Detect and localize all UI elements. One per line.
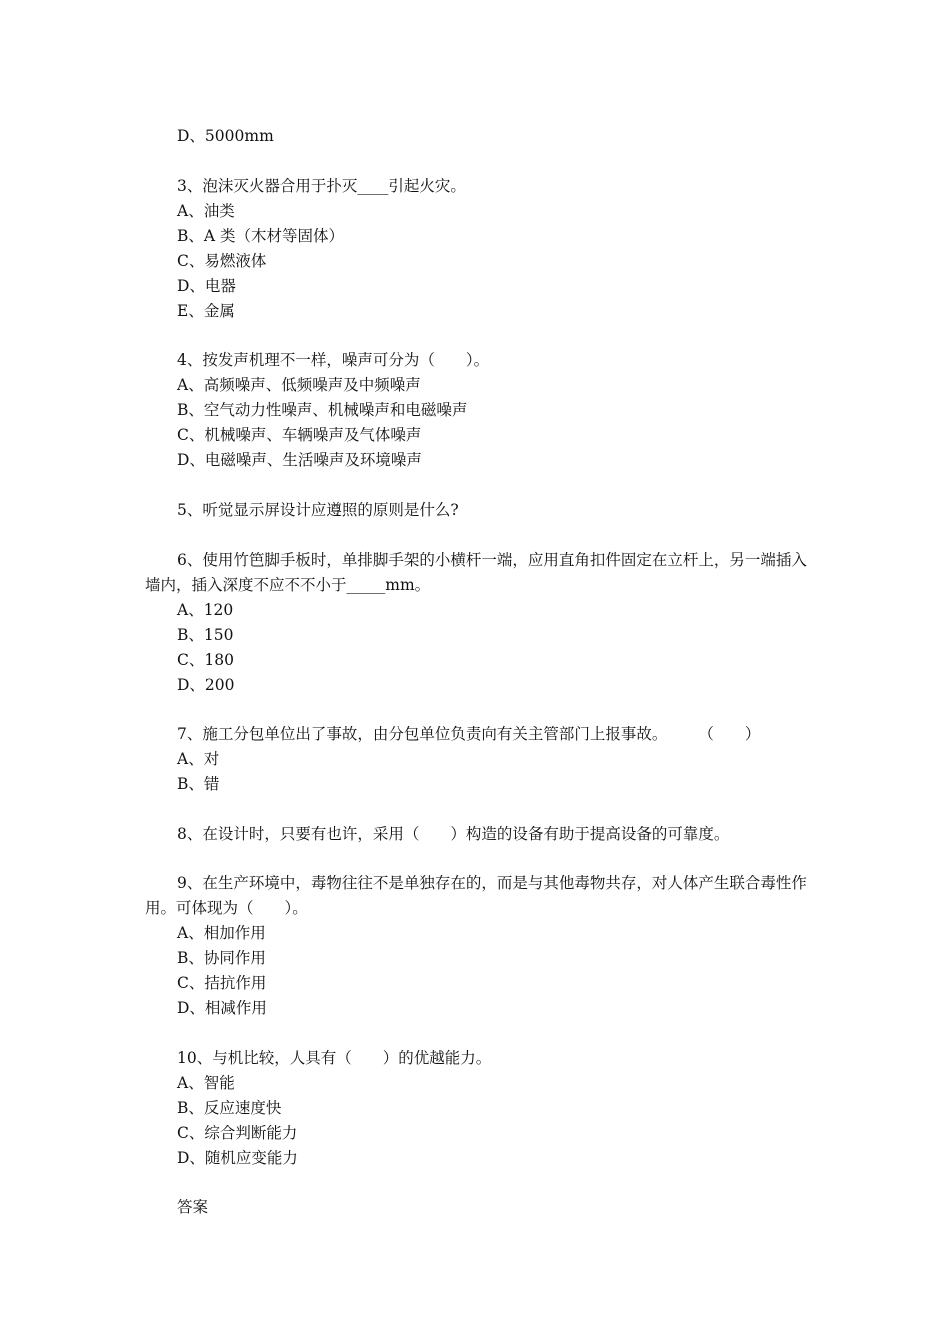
q3-question: 3、泡沫灭火器合用于扑灭____引起火灾。 <box>177 177 466 195</box>
q6-option-d: D、200 <box>177 676 235 694</box>
q3-option-c: C、易燃液体 <box>177 252 267 270</box>
answer-heading: 答案 <box>177 1198 209 1216</box>
q9-option-d: D、相减作用 <box>177 999 267 1017</box>
q4-question: 4、按发声机理不一样，噪声可分为（ ）。 <box>177 351 490 369</box>
q7-question: 7、施工分包单位出了事故，由分包单位负责向有关主管部门上报事故。 （ ） <box>177 725 761 743</box>
q2-option-d: D、5000mm <box>177 127 274 145</box>
q3-option-e: E、金属 <box>177 302 235 320</box>
q10-option-b: B、反应速度快 <box>177 1099 282 1117</box>
q6-option-c: C、180 <box>177 651 234 669</box>
q7-option-b: B、错 <box>177 775 220 793</box>
q10-option-d: D、随机应变能力 <box>177 1149 298 1167</box>
q7-option-a: A、对 <box>177 750 220 768</box>
q4-option-d: D、电磁噪声、生活噪声及环境噪声 <box>177 451 422 469</box>
q3-option-b: B、A 类（木材等固体） <box>177 227 345 245</box>
q4-option-b: B、空气动力性噪声、机械噪声和电磁噪声 <box>177 401 468 419</box>
q9-question: 9、在生产环境中，毒物往往不是单独存在的，而是与其他毒物共存，对人体产生联合毒性作用。可体现为（ ）。 <box>145 874 807 917</box>
q6-question: 6、使用竹笆脚手板时，单排脚手架的小横杆一端，应用直角扣件固定在立杆上，另一端插入墙内，插入深度不应不不小于_____mm。 <box>145 551 807 594</box>
q6-option-b: B、150 <box>177 626 234 644</box>
q8-question: 8、在设计时，只要有也许，采用（ ）构造的设备有助于提高设备的可靠度。 <box>177 825 730 843</box>
q6-option-a: A、120 <box>177 601 234 619</box>
q10-question: 10、与机比较，人具有（ ）的优越能力。 <box>177 1049 492 1067</box>
q4-option-a: A、高频噪声、低频噪声及中频噪声 <box>177 376 421 394</box>
q9-option-a: A、相加作用 <box>177 924 266 942</box>
q3-option-d: D、电器 <box>177 277 236 295</box>
q10-option-c: C、综合判断能力 <box>177 1124 298 1142</box>
q9-option-c: C、拮抗作用 <box>177 974 267 992</box>
q4-option-c: C、机械噪声、车辆噪声及气体噪声 <box>177 426 422 444</box>
q5-question: 5、听觉显示屏设计应遵照的原则是什么? <box>177 501 459 519</box>
q9-option-b: B、协同作用 <box>177 949 266 967</box>
q3-option-a: A、油类 <box>177 202 235 220</box>
q10-option-a: A、智能 <box>177 1074 235 1092</box>
